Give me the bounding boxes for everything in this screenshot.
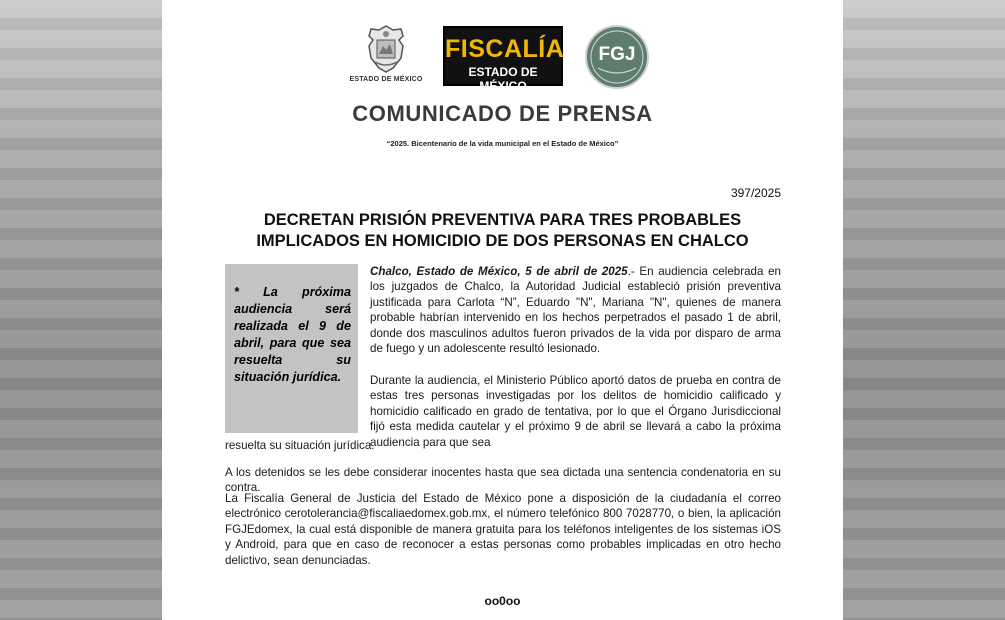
fiscalia-logo (443, 26, 565, 93)
press-release-page (162, 0, 843, 620)
background-right (843, 0, 1005, 620)
edomex-logo (346, 24, 426, 92)
edomex-caption: ESTADO DE MÉXICO (349, 76, 423, 83)
headline-line-1: DECRETAN PRISIÓN PREVENTIVA PARA TRES PROBABLES (263, 211, 742, 229)
fiscalia-logo-sub-text: ESTADO DE MÉXICO (468, 65, 538, 93)
headline (222, 210, 783, 252)
paragraph-1 (370, 264, 781, 356)
paragraph-3: A los detenidos se les debe considerar inocentes hasta que sea dictada una sentencia condenatoria en su contra. (225, 466, 781, 495)
paragraph-4: La Fiscalía General de Justicia del Estado de México pone a disposición de la ciudadanía el correo electrónico cerotolerancia@fiscaliaedomex.gob.mx, el número telefónico 800 7028770, o bien, la aplicación FGJEdomex, la cual está disponible de manera gratuita para los teléfonos inteligentes de los sistemas iOS y Android, para que en caso de reconocer a estas personas como probables implicadas en otro hecho delictivo, sean denunciadas. (225, 492, 781, 567)
paragraph-1-text: .- En audiencia celebrada en los juzgados de Chalco, la Autoridad Judicial estableció prisión preventiva justificada para Carlota “N”, Eduardo "N", Mariana "N", quienes de manera probable habrían intervenido en los hechos perpetrados el pasado 1 de abril, donde dos masculinos adultos fueron privados de la vida por disparo de arma de fuego y un adolescente resultó lesionado. (370, 265, 781, 356)
folio-number: 397/2025 (730, 186, 781, 200)
logo-bar (162, 24, 843, 94)
edomex-shield-icon (363, 24, 409, 74)
fiscalia-logo-main-text: FISCALÍA (445, 35, 565, 63)
background-left (0, 0, 162, 620)
fgj-logo-text: FGJ (598, 44, 636, 65)
press-release-title: COMUNICADO DE PRENSA (352, 101, 653, 126)
closing-mark: oo0oo (484, 594, 521, 608)
headline-line-2: IMPLICADOS EN HOMICIDIO DE DOS PERSONAS EN CHALCO (256, 232, 749, 250)
slogan: “2025. Bicentenario de la vida municipal en el Estado de México” (386, 139, 619, 148)
paragraph-2: Durante la audiencia, el Ministerio Público aportó datos de prueba en contra de estas tres personas investigadas por los delitos de homicidio calificado y homicidio calificado en grado de tentativa, por lo que el Órgano Jurisdiccional fijó esta medida cautelar y el próximo 9 de abril se llevará a cabo la próxima audiencia para que sea (370, 374, 781, 449)
paragraph-2-tail: resuelta su situación jurídica. (225, 439, 375, 452)
fgj-logo (584, 24, 650, 90)
highlight-box: * La próxima audiencia será realizada el 9 de abril, para que sea resuelta su situación jurídica. (225, 264, 358, 433)
dateline: Chalco, Estado de México, 5 de abril de 2025 (370, 265, 628, 278)
